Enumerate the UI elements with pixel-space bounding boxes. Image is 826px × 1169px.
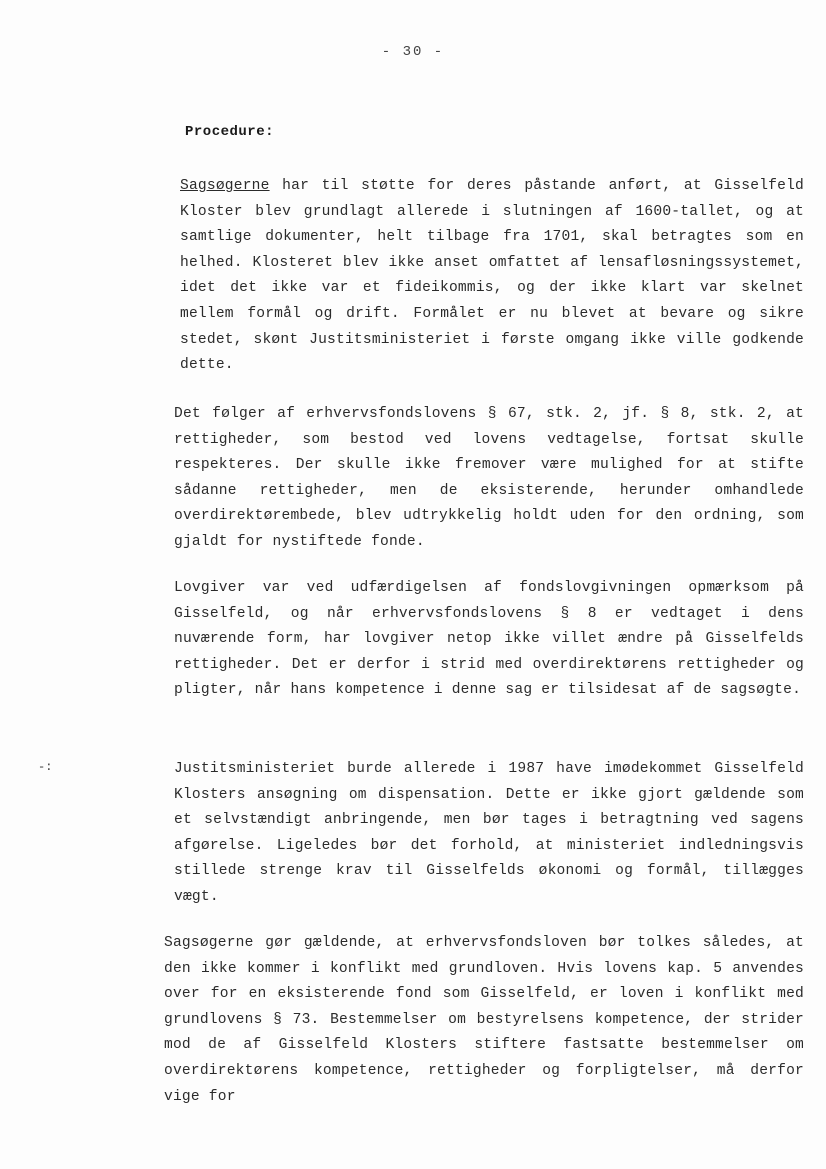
paragraph-5: Sagsøgerne gør gældende, at erhvervsfondsloven bør tolkes således, at den ikke kommer i konflikt med grundloven. Hvis lovens kap. 5 anvendes over for en eksisterende fond som Gisselfeld, er loven i konflikt med grundlovens § 73. Bestemmelser om bestyrelsens kompetence, der strider mod de af Gisselfeld Klosters stiftere fastsatte bestemmelser om overdirektørens kompetence, rettigheder og forpligtelser, må derfor vige for	[164, 935, 804, 1105]
paragraph-4: Justitsministeriet burde allerede i 1987 have imødekommet Gisselfeld Klosters ansøgning om dispensation. Dette er ikke gjort gældende som et selvstændigt anbringende, men bør tages i betragtning ved sagens afgørelse. Ligeledes bør det forhold, at ministeriet indledningsvis stillede strenge krav til Gisselfelds økonomi og formål, tillægges vægt.	[174, 761, 804, 905]
paragraph-1-lead: Sagsøgerne	[180, 178, 270, 194]
margin-mark: -:	[38, 760, 53, 774]
page-number: - 30 -	[381, 44, 445, 60]
paragraph-1-text: har til støtte for deres påstande anført, at Gisselfeld Kloster blev grundlagt allerede i slutningen af 1600-tallet, og at samtlige dokumenter, helt tilbage fra 1701, skal betragtes som en helhed. Klosteret blev ikke anset omfattet af lensafløsningssystemet, idet det ikke var et fideikommis, og der ikke klart var skelnet mellem formål og drift. Formålet er nu blevet at bevare og sikre stedet, skønt Justitsministeriet i første omgang ikke ville godkende dette.	[180, 178, 804, 374]
paragraph-1	[180, 174, 804, 379]
paragraph-3: Lovgiver var ved udfærdigelsen af fondslovgivningen opmærksom på Gisselfeld, og når erhvervsfondslovens § 8 er vedtaget i dens nuværende form, har lovgiver netop ikke villet ændre på Gisselfelds rettigheder. Det er derfor i strid med overdirektørens rettigheder og pligter, når hans kompetence i denne sag er tilsidesat af de sagsøgte.	[174, 580, 804, 699]
section-heading: Procedure:	[185, 124, 275, 140]
paragraph-2: Det følger af erhvervsfondslovens § 67, stk. 2, jf. § 8, stk. 2, at rettigheder, som bestod ved lovens vedtagelse, fortsat skulle respekteres. Der skulle ikke fremover være mulighed for at stifte sådanne rettigheder, men de eksisterende, herunder omhandlede overdirektørembede, blev udtrykkelig holdt uden for den ordning, som gjaldt for nystiftede fonde.	[174, 406, 804, 550]
